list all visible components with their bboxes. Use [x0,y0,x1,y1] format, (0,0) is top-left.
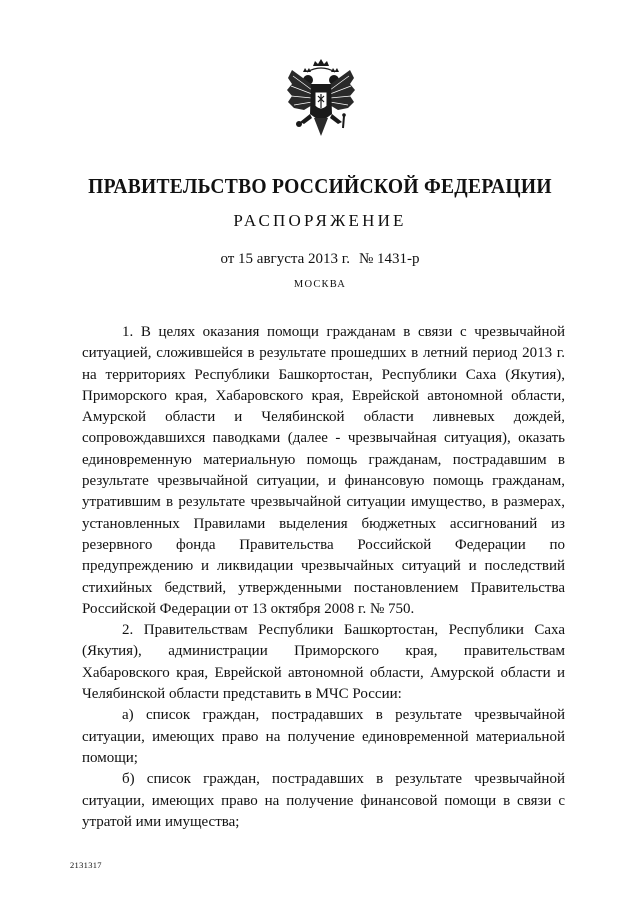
footer-code: 2131317 [70,860,102,870]
document-number: № 1431-р [358,251,420,267]
city-name: МОСКВА [293,279,347,290]
paragraph-2: 2. Правительствам Республики Башкортостан, Республики Саха (Якутия), администрации Приморского края, правительствам Хабаровского края, Еврейской автономной области, Амурской области и Челябинской области представить в МЧС России: [82,622,565,703]
document-date: от 15 августа 2013 г. [220,251,350,267]
paragraph-1: 1. В целях оказания помощи гражданам в связи с чрезвычайной ситуацией, сложившейся в результате прошедших в летний период 2013 г. на территориях Республики Башкортостан, Республики Саха (Якутия), Приморского края, Хабаровского края, Еврейской автономной области, Амурской области и Челябинской области ливневых дождей, сопровождавшихся паводками (далее - чрезвычайная ситуация), оказать единовременную материальную помощь гражданам, пострадавшим в результате чрезвычайной ситуации, и финансовую помощь гражданам, утратившим в результате чрезвычайной ситуации имущество, в размерах, установленных Правилами выделения бюджетных ассигнований из резервного фонда Правительства Российской Федерации по предупреждению и ликвидации чрезвычайных ситуаций и последствий стихийных бедствий, утвержденными постановлением Правительства Российской Федерации от 13 октября 2008 г. № 750. [82,324,565,617]
coat-of-arms-emblem [284,58,358,146]
document-body [82,322,565,833]
paragraph-2a: а) список граждан, пострадавших в результате чрезвычайной ситуации, имеющих право на получение единовременной материальной помощи; [82,707,565,766]
date-line [0,251,640,268]
paragraph-2b: б) список граждан, пострадавших в результате чрезвычайной ситуации, имеющих право на получение финансовой помощи в связи с утратой ими имущества; [82,771,565,830]
document-type: РАСПОРЯЖЕНИЕ [233,211,407,230]
organization-title: ПРАВИТЕЛЬСТВО РОССИЙСКОЙ ФЕДЕРАЦИИ [88,174,552,198]
